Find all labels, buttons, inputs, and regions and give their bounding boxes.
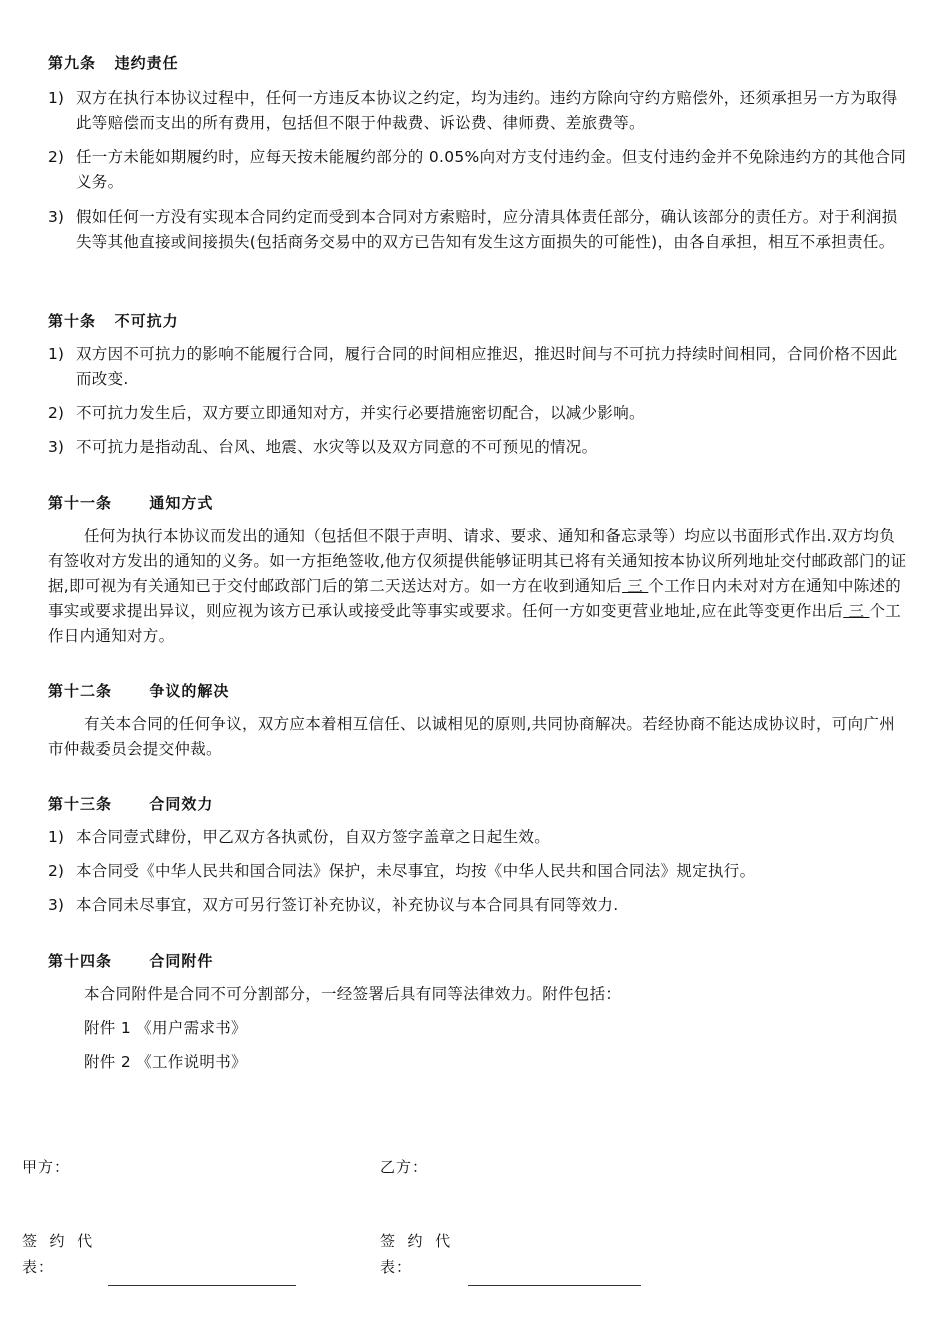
item-number: 1): [48, 89, 64, 107]
item-text: 不可抗力是指动乱、台风、地震、水灾等以及双方同意的不可预见的情况。: [76, 438, 598, 456]
item-text: 本合同壹式肆份，甲乙双方各执贰份，自双方签字盖章之日起生效。: [76, 828, 551, 846]
party-b-signature-line[interactable]: [468, 1285, 641, 1286]
item-number: 1): [48, 828, 64, 846]
article14-intro: 本合同附件是合同不可分割部分，一经签署后具有同等法律效力。附件包括：: [84, 985, 622, 1003]
attachment-2: 附件 2 《工作说明书》: [84, 1053, 247, 1071]
article13-item-1: [48, 825, 908, 850]
article10-item-2: [48, 401, 908, 426]
article12-heading: 第十二条 争议的解决: [48, 682, 230, 700]
party-a-rep-label-2: 表：: [22, 1258, 55, 1276]
article9-item-2: [48, 145, 908, 195]
article10-heading: 第十条 不可抗力: [48, 312, 179, 330]
item-number: 2): [48, 862, 64, 880]
article11-text-part3: 个工作日内通知对方。: [48, 602, 902, 645]
article11-paragraph: [48, 524, 908, 649]
item-number: 3): [48, 208, 64, 226]
item-text: 本合同受《中华人民共和国合同法》保护，未尽事宜，均按《中华人民共和国合同法》规定执行。: [76, 862, 756, 880]
article13-item-2: [48, 859, 908, 884]
item-text: 双方在执行本协议过程中，任何一方违反本协议之约定，均为违约。违约方除向守约方赔偿外，还须承担另一方为取得此等赔偿而支出的所有费用，包括但不限于仲裁费、诉讼费、律师费、差旅费等。: [76, 89, 898, 132]
article14-heading: 第十四条 合同附件: [48, 952, 214, 970]
article13-item-3: [48, 893, 908, 918]
item-number: 2): [48, 148, 64, 166]
item-number: 3): [48, 438, 64, 456]
notice-days-1: 三: [622, 577, 649, 595]
article9-item-1: [48, 86, 908, 136]
party-b-rep-label-1: 签 约 代: [380, 1232, 452, 1250]
article10-item-3: [48, 435, 908, 460]
party-b-rep-label-2: 表：: [380, 1258, 413, 1276]
party-b-label: 乙方：: [380, 1158, 429, 1176]
article9-item-3: [48, 205, 908, 255]
notice-days-2: 三: [843, 602, 870, 620]
article11-text-part1: 任何为执行本协议而发出的通知（包括但不限于声明、请求、要求、通知和备忘录等）均应以书面形式作出.双方均负有签收对方发出的通知的义务。如一方拒绝签收,他方仅须提供能够证明其已将有关通知按本协议所列地址交付邮政部门的证据,即可视为有关通知已于交付邮政部门后的第二天送达对方。如一方在收到通知后: [48, 527, 907, 595]
article11-heading: 第十一条 通知方式: [48, 494, 214, 512]
article12-text: 有关本合同的任何争议，双方应本着相互信任、以诚相见的原则,共同协商解决。若经协商不能达成协议时，可向广州市仲裁委员会提交仲裁。: [48, 715, 896, 758]
item-text: 不可抗力发生后，双方要立即通知对方，并实行必要措施密切配合，以减少影响。: [76, 404, 645, 422]
article12-paragraph: [48, 712, 908, 762]
item-text: 本合同未尽事宜，双方可另行签订补充协议，补充协议与本合同具有同等效力.: [76, 896, 619, 914]
item-text: 任一方未能如期履约时，应每天按未能履约部分的 0.05%向对方支付违约金。但支付违约金并不免除违约方的其他合同义务。: [76, 148, 907, 191]
article13-heading: 第十三条 合同效力: [48, 795, 214, 813]
party-a-rep-label-1: 签 约 代: [22, 1232, 94, 1250]
article10-item-1: [48, 342, 908, 392]
item-text: 假如任何一方没有实现本合同约定而受到本合同对方索赔时，应分清具体责任部分，确认该部分的责任方。对于利润损失等其他直接或间接损失(包括商务交易中的双方已告知有发生这方面损失的可能性)，由各自承担，相互不承担责任。: [76, 208, 898, 251]
article9-heading: 第九条 违约责任: [48, 54, 179, 72]
party-a-signature-line[interactable]: [108, 1285, 296, 1286]
item-text: 双方因不可抗力的影响不能履行合同，履行合同的时间相应推迟，推迟时间与不可抗力持续时间相同，合同价格不因此而改变.: [76, 345, 898, 388]
item-number: 3): [48, 896, 64, 914]
party-a-label: 甲方：: [22, 1158, 71, 1176]
attachment-1: 附件 1 《用户需求书》: [84, 1019, 247, 1037]
article11-text-part2: 个工作日内未对对方在通知中陈述的事实或要求提出异议，则应视为该方已承认或接受此等事实或要求。任何一方如变更营业地址,应在此等变更作出后: [48, 577, 902, 620]
item-number: 2): [48, 404, 64, 422]
item-number: 1): [48, 345, 64, 363]
